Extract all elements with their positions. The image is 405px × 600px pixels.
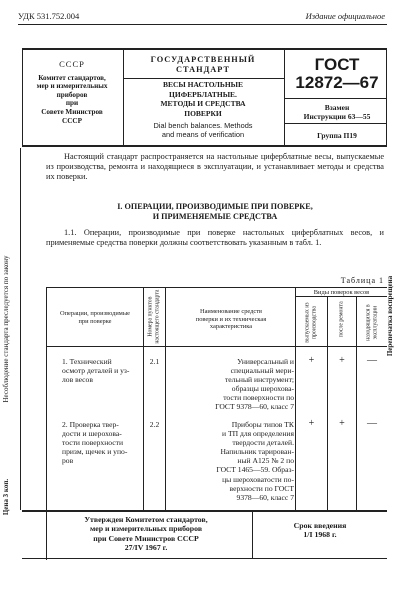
cell-line: тельный инструмент; (224, 375, 294, 385)
left-margin-price: Цена 3 коп. (2, 478, 10, 516)
footer-divider (252, 511, 253, 558)
standard-kind (124, 55, 282, 74)
top-rule (18, 24, 387, 25)
issuer-line: Совете Министров (41, 107, 103, 116)
cell-line: ГОСТ 9378—60, класс 7 (215, 402, 294, 412)
section-paragraph: 1.1. Операции, производимые при поверке настольных циферблатных весов, и применяемые средства поверки должны соответствовать указанным в табл. 1. (46, 228, 384, 248)
gost-number: 12872—67 (295, 73, 379, 92)
col-header-line: при поверке (78, 317, 112, 325)
issuer-line: мер и измерительных (36, 82, 108, 91)
approval-line: 27/IV 1967 г. (124, 543, 168, 553)
col-header-means (168, 308, 294, 331)
table-header-bottom (46, 346, 387, 347)
table-row-2-operation (62, 420, 142, 465)
header-top-border (22, 48, 387, 50)
cell-line: 9378—60, класс 7 (236, 492, 294, 502)
country-label: СССР (59, 59, 85, 69)
cell-line: дости и шерохова- (62, 429, 122, 439)
table-row-1-means (172, 357, 294, 412)
standard-title-block (124, 55, 282, 139)
header-divider-2 (284, 48, 285, 146)
effective-line: 1/I 1968 г. (303, 530, 337, 540)
cell-line: ров (62, 456, 74, 466)
cell-line: Напильник тарирован- (220, 447, 294, 457)
section-heading-line: И ПРИМЕНЯЕМЫЕ СРЕДСТВА (152, 212, 278, 221)
cell-line: твердости деталей. (232, 438, 294, 448)
cell-line: тости поверхности (62, 438, 124, 448)
cell-line: 2. Проверка твер- (62, 420, 119, 429)
subject-line: МЕТОДЫ И СРЕДСТВА (160, 99, 246, 108)
udk-code: УДК 531.752.004 (18, 11, 80, 21)
col-header-operation (48, 310, 142, 325)
footer-top-border (22, 510, 387, 512)
section-heading-line: I. ОПЕРАЦИИ, ПРОИЗВОДИМЫЕ ПРИ ПОВЕРКЕ, (117, 202, 313, 211)
effective-date (254, 521, 386, 540)
cell-line: призм, щечек и упо- (62, 447, 128, 457)
gost-block (287, 56, 387, 140)
replaces-note (287, 104, 387, 121)
right-margin-reprint: Перепечатка воспрещена (386, 275, 394, 357)
table-row-1-mark-repair: + (339, 355, 345, 366)
approval-line: Утвержден Комитетом стандартов, (84, 515, 208, 524)
cell-line: цы шероховатости по- (222, 474, 294, 484)
col-header-line: Наименование средств (199, 308, 263, 315)
effective-line: Срок введения (293, 521, 347, 530)
standard-subject (124, 80, 282, 118)
cell-line: лов весов (62, 375, 93, 385)
official-edition: Издание официальное (305, 11, 385, 21)
approval-note (40, 515, 252, 553)
footer-bottom-border (22, 558, 387, 559)
table-row-2-mark-new: + (308, 418, 315, 429)
left-margin-violation: Несоблюдение стандарта преследуется по закону (2, 255, 10, 403)
header-bottom-border (22, 145, 387, 147)
table-col-rule-5 (356, 297, 357, 510)
col-header-line: поверки и их техническая (195, 315, 267, 323)
table-col-rule-4 (327, 297, 328, 510)
cell-line: осмотр деталей и уз- (62, 366, 130, 376)
table-row-2-number: 2.2 (149, 420, 160, 429)
cell-line: и ТП для определения (222, 429, 294, 439)
issuer-line: СССР (62, 116, 82, 125)
approval-line: при Совете Министров СССР (93, 533, 199, 543)
replaces-line: Взамен (324, 103, 350, 112)
col-header-line: Операции, производимые (60, 310, 130, 317)
approval-line: мер и измерительных приборов (89, 524, 203, 534)
subject-line: ВЕСЫ НАСТОЛЬНЫЕ (162, 80, 244, 89)
col-header-repair: после ремонта (338, 301, 345, 338)
issuer-lines (22, 74, 122, 126)
cell-line: специальный мери- (230, 366, 294, 376)
table-top-border (46, 287, 387, 288)
table-row-1-operation (62, 357, 142, 384)
table-title: Таблица 1 (340, 276, 384, 285)
standard-kind-line: ГОСУДАРСТВЕННЫЙ (150, 55, 256, 64)
col-header-service: находящихся в эксплуатации (365, 304, 378, 341)
english-title-line: Dial bench balances. Methods (153, 121, 253, 130)
english-title-line: and means of verification (161, 129, 245, 139)
cell-line: ный А125 № 2 по (237, 456, 294, 466)
table-row-2-mark-service: — (367, 418, 377, 429)
intro-paragraph: Настоящий стандарт распространяется на настольные циферблатные весы, выпускаемые из производства, ремонта и находящиеся в эксплуатации, и устанавливает методы и средства их поверки. (46, 152, 384, 182)
col-header-line: характеристика (209, 323, 253, 331)
subject-line: ПОВЕРКИ (184, 108, 222, 118)
left-margin-rule (20, 148, 21, 510)
cell-line: верхности по ГОСТ (229, 483, 294, 493)
table-row-1-mark-service: — (367, 355, 377, 366)
cell-line: Универсальный и (237, 357, 294, 366)
col-header-new: выпускаемых из производства (304, 302, 317, 343)
col-header-number: Номера пунктов настоящего стандарта (147, 289, 160, 344)
table-row-1-mark-new: + (308, 355, 315, 366)
replaces-line: Инструкции 63—55 (303, 111, 371, 121)
cell-line: образцы шерохова- (231, 384, 294, 394)
cell-line: тости поверхности по (223, 393, 294, 403)
gost-label: ГОСТ (314, 55, 360, 74)
col-header-group: Виды поверок весов (313, 289, 370, 296)
issuer-line: Комитет стандартов, (38, 73, 106, 82)
subject-line: ЦИФЕРБЛАТНЫЕ. (169, 89, 237, 99)
standard-kind-line: СТАНДАРТ (176, 64, 230, 74)
table-col-rule-2 (165, 287, 166, 510)
english-title (124, 122, 282, 139)
group-code: Группа П19 (317, 131, 357, 140)
table-col-rule-3 (295, 287, 296, 510)
section-heading (46, 202, 384, 222)
issuer-block (22, 60, 122, 125)
cell-line: ГОСТ 1465—59. Образ- (216, 465, 294, 475)
table-row-2-means (172, 420, 294, 502)
cell-line: Приборы типов ТК (231, 420, 294, 429)
issuer-line: приборов (56, 90, 88, 99)
table-row-1-number: 2.1 (149, 357, 160, 366)
table-row-2-mark-repair: + (339, 418, 345, 429)
cell-line: 1. Технический (62, 357, 112, 366)
table-col-rule-1 (143, 287, 144, 510)
issuer-line: при (65, 99, 79, 108)
